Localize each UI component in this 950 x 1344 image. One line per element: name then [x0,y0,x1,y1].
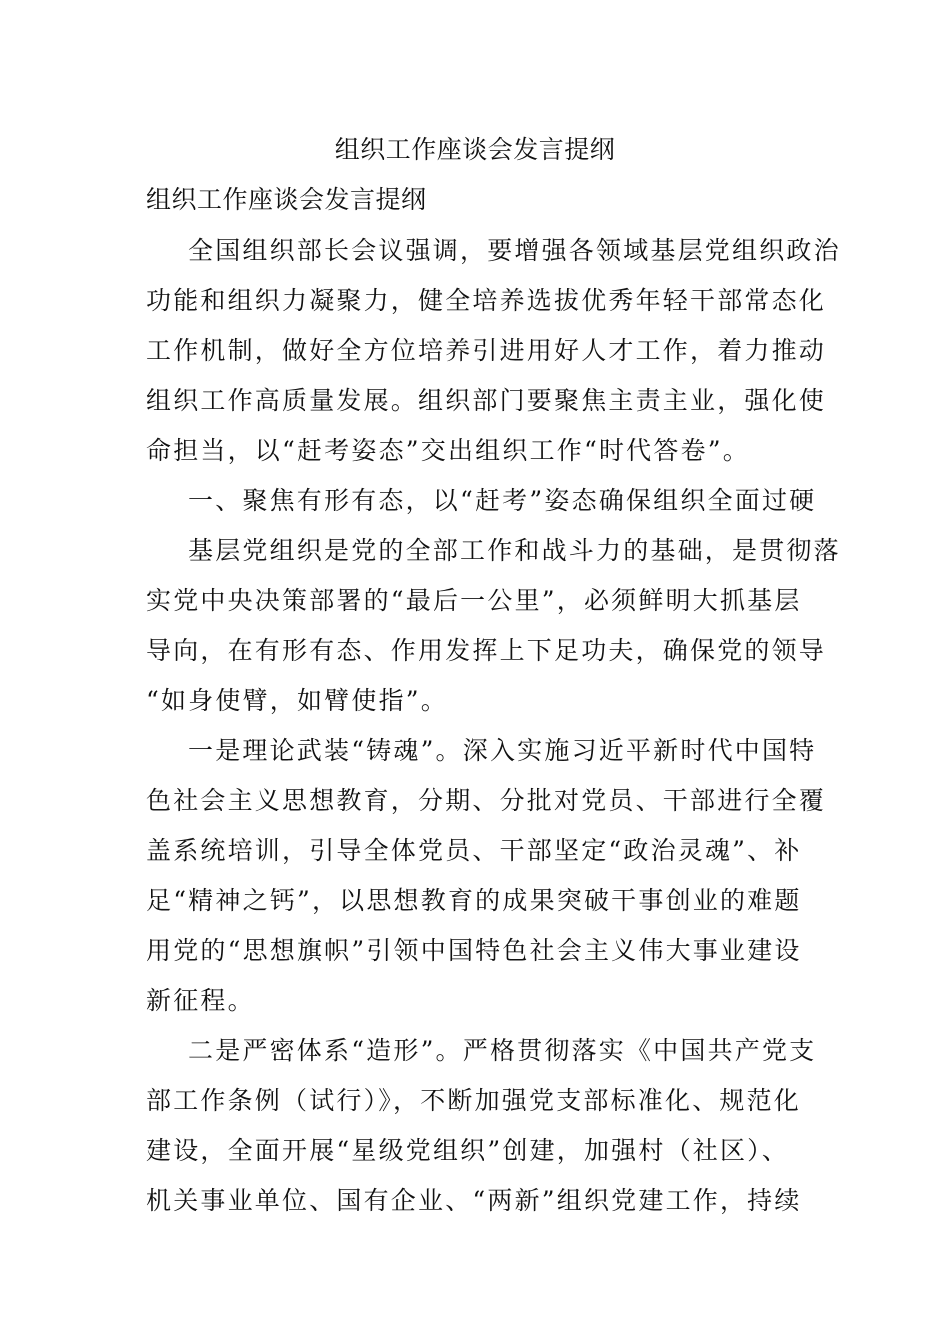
text-line: 新征程。 [146,986,255,1015]
text-line: 盖系统培训，引导全体党员、干部坚定“政治灵魂”、补 [146,836,802,865]
section-heading: 一、聚焦有形有态，以“赶考”姿态确保组织全面过硬 [188,486,817,515]
text-line: 机关事业单位、国有企业、“两新”组织党建工作，持续 [146,1186,802,1215]
text-line: 工作机制，做好全方位培养引进用好人才工作，着力推动 [146,336,827,365]
text-line: 色社会主义思想教育，分期、分批对党员、干部进行全覆 [146,786,827,815]
text-line: 全国组织部长会议强调，要增强各领域基层党组织政治 [188,236,841,265]
text-line: 命担当，以“赶考姿态”交出组织工作“时代答卷”。 [146,436,750,465]
text-line: 组织工作高质量发展。组织部门要聚焦主责主业，强化使 [146,386,827,415]
document-subtitle: 组织工作座谈会发言提纲 [146,185,427,214]
text-line: 足“精神之钙”，以思想教育的成果突破干事创业的难题 [146,886,802,915]
text-line: 一是理论武装“铸魂”。深入实施习近平新时代中国特 [188,736,817,765]
text-line: “如身使臂，如臂使指”。 [146,686,448,715]
text-line: 建设，全面开展“星级党组织”创建，加强村（社区）、 [146,1136,790,1165]
text-line: 基层党组织是党的全部工作和战斗力的基础，是贯彻落 [188,536,841,565]
document-title: 组织工作座谈会发言提纲 [334,135,616,164]
text-line: 功能和组织力凝聚力，健全培养选拔优秀年轻干部常态化 [146,286,827,315]
text-line: 用党的“思想旗帜”引领中国特色社会主义伟大事业建设 [146,936,802,965]
text-line: 实党中央决策部署的“最后一公里”，必须鲜明大抓基层 [146,586,802,615]
text-line: 导向，在有形有态、作用发挥上下足功夫，确保党的领导 [146,636,827,665]
text-line: 部工作条例（试行）》，不断加强党支部标准化、规范化 [146,1086,802,1115]
text-line: 二是严密体系“造形”。严格贯彻落实《中国共产党支 [188,1036,817,1065]
